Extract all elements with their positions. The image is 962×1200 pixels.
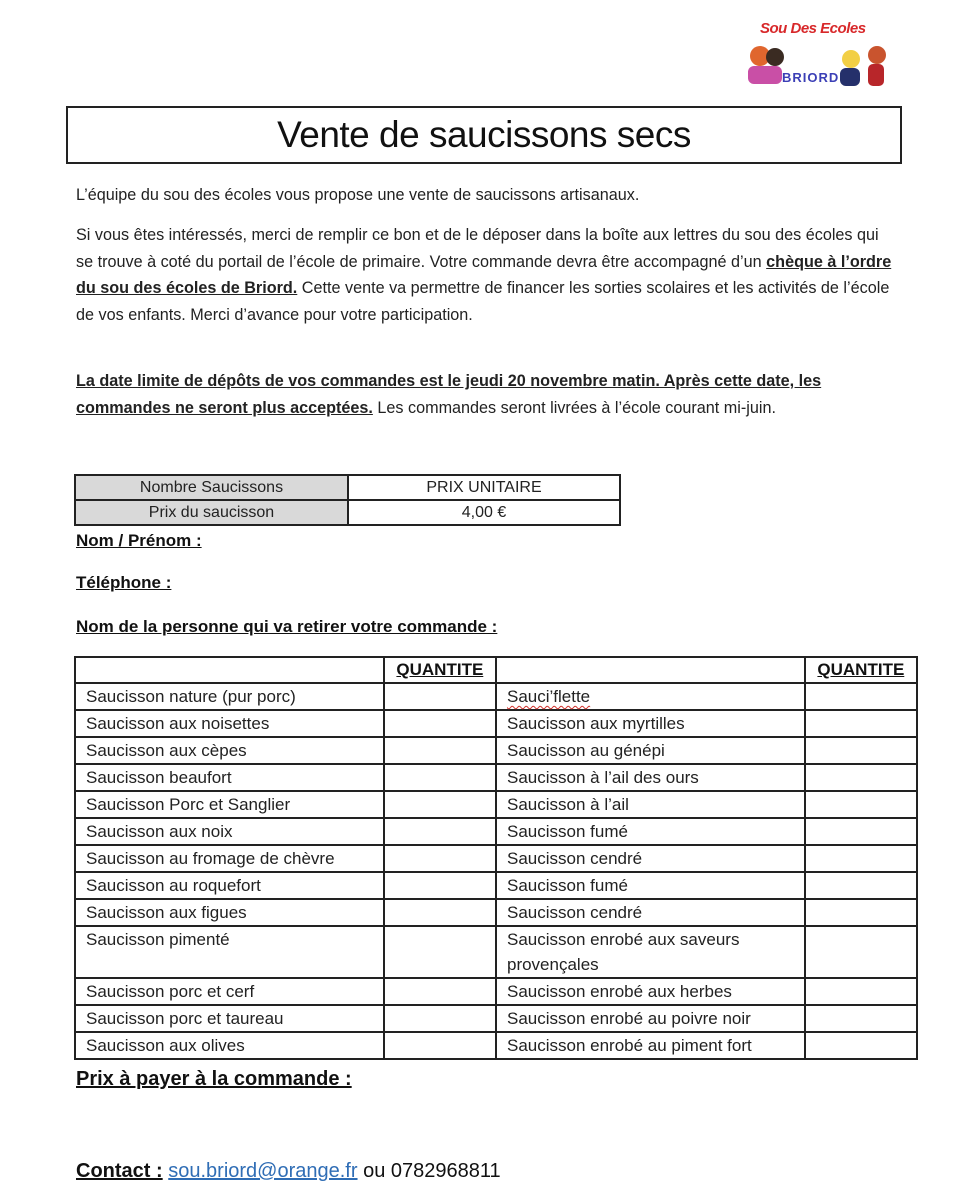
quantity-cell[interactable]	[805, 791, 917, 818]
quantity-cell[interactable]	[384, 899, 496, 926]
quantity-cell[interactable]	[805, 737, 917, 764]
logo-kid-body-icon	[840, 68, 860, 86]
header-empty	[75, 657, 384, 683]
product-name: Saucisson aux myrtilles	[496, 710, 805, 737]
table-row	[75, 899, 917, 926]
price-table-value: PRIX UNITAIRE	[348, 475, 620, 500]
table-row	[75, 872, 917, 899]
page-title: Vente de saucissons secs	[277, 114, 691, 155]
title-box	[66, 106, 902, 164]
pickup-person-field-label: Nom de la personne qui va retirer votre commande :	[76, 617, 498, 636]
product-name: Saucisson pimenté	[75, 926, 384, 978]
quantity-header: QUANTITE	[805, 657, 917, 683]
quantity-cell[interactable]	[384, 845, 496, 872]
contact-separator: ou	[357, 1160, 391, 1182]
logo-word: BRIORD	[782, 70, 840, 85]
quantity-cell[interactable]	[384, 978, 496, 1005]
table-row	[75, 737, 917, 764]
quantity-cell[interactable]	[805, 683, 917, 710]
quantity-cell[interactable]	[805, 764, 917, 791]
phone-field-label: Téléphone :	[76, 573, 172, 592]
quantity-cell[interactable]	[384, 1005, 496, 1032]
product-name: Saucisson fumé	[496, 872, 805, 899]
product-name: Saucisson beaufort	[75, 764, 384, 791]
product-name: Saucisson au roquefort	[75, 872, 384, 899]
table-row	[75, 1032, 917, 1059]
intro-paragraph: L’équipe du sou des écoles vous propose une vente de saucissons artisanaux.	[76, 186, 640, 204]
quantity-cell[interactable]	[805, 710, 917, 737]
delivery-text: Les commandes seront livrées à l’école courant mi-juin.	[372, 398, 776, 417]
logo-kid-body-icon	[748, 66, 782, 84]
quantity-cell[interactable]	[384, 710, 496, 737]
product-name: Saucisson enrobé au piment fort	[496, 1032, 805, 1059]
product-name: Saucisson au génépi	[496, 737, 805, 764]
table-row	[75, 710, 917, 737]
quantity-cell[interactable]	[384, 683, 496, 710]
price-table-label: Nombre Saucissons	[75, 475, 348, 500]
table-row	[75, 791, 917, 818]
product-name-text: Sauci’flette	[506, 687, 591, 706]
product-name: Saucisson nature (pur porc)	[75, 683, 384, 710]
logo-kid-body-icon	[868, 64, 884, 86]
product-name: Saucisson cendré	[496, 845, 805, 872]
logo-kid-icon	[842, 50, 860, 68]
product-name: Saucisson aux noix	[75, 818, 384, 845]
product-name: Saucisson porc et taureau	[75, 1005, 384, 1032]
order-table-header	[75, 657, 917, 683]
contact-label: Contact :	[76, 1160, 163, 1182]
quantity-cell[interactable]	[805, 872, 917, 899]
header-empty	[496, 657, 805, 683]
table-row	[75, 475, 620, 500]
quantity-cell[interactable]	[384, 1032, 496, 1059]
quantity-cell[interactable]	[384, 737, 496, 764]
product-name: Saucisson enrobé aux herbes	[496, 978, 805, 1005]
quantity-cell[interactable]	[384, 791, 496, 818]
table-row	[75, 764, 917, 791]
name-field-label: Nom / Prénom :	[76, 531, 202, 550]
product-name: Saucisson aux figues	[75, 899, 384, 926]
quantity-header: QUANTITE	[384, 657, 496, 683]
logo-kid-icon	[868, 46, 886, 64]
quantity-cell[interactable]	[805, 818, 917, 845]
quantity-cell[interactable]	[805, 1005, 917, 1032]
product-name: Saucisson enrobé au poivre noir	[496, 1005, 805, 1032]
table-row	[75, 845, 917, 872]
table-row	[75, 978, 917, 1005]
product-name	[496, 683, 805, 710]
price-table-label: Prix du saucisson	[75, 500, 348, 525]
quantity-cell[interactable]	[384, 926, 496, 978]
product-name: Saucisson aux noisettes	[75, 710, 384, 737]
quantity-cell[interactable]	[384, 764, 496, 791]
quantity-cell[interactable]	[805, 978, 917, 1005]
product-name: Saucisson enrobé aux saveurs provençales	[496, 926, 805, 978]
product-name: Saucisson Porc et Sanglier	[75, 791, 384, 818]
quantity-cell[interactable]	[384, 818, 496, 845]
table-row	[75, 500, 620, 525]
product-name: Saucisson fumé	[496, 818, 805, 845]
school-association-logo	[742, 18, 892, 90]
product-name: Saucisson aux olives	[75, 1032, 384, 1059]
unit-price-value: 4,00 €	[348, 500, 620, 525]
product-name: Saucisson aux cèpes	[75, 737, 384, 764]
product-name: Saucisson porc et cerf	[75, 978, 384, 1005]
table-row	[75, 1005, 917, 1032]
total-price-label: Prix à payer à la commande :	[76, 1068, 352, 1090]
cheque-instruction: chèque à l’ordre du sou des écoles de Briord.	[76, 252, 892, 297]
price-table	[74, 474, 621, 526]
contact-line	[76, 1160, 501, 1183]
quantity-cell[interactable]	[805, 845, 917, 872]
quantity-cell[interactable]	[805, 926, 917, 978]
order-table	[74, 656, 918, 1060]
deadline-text: La date limite de dépôts de vos commandes est le jeudi 20 novembre matin. Après cette date, les commandes ne seront plus acceptées.	[76, 372, 822, 417]
deadline-paragraph	[76, 368, 896, 421]
table-row	[75, 926, 917, 978]
quantity-cell[interactable]	[805, 1032, 917, 1059]
product-name: Saucisson au fromage de chèvre	[75, 845, 384, 872]
quantity-cell[interactable]	[805, 899, 917, 926]
quantity-cell[interactable]	[384, 872, 496, 899]
instructions-text-end: Cette vente va permettre de financer les sorties scolaires et les activités de l’école de vos enfants. Merci d’avance pour votre participation.	[76, 279, 890, 324]
table-row	[75, 818, 917, 845]
logo-title: Sou Des Ecoles	[760, 20, 866, 37]
table-row	[75, 683, 917, 710]
product-name: Saucisson à l’ail des ours	[496, 764, 805, 791]
contact-email-link[interactable]: sou.briord@orange.fr	[168, 1160, 358, 1182]
instructions-text: Si vous êtes intéressés, merci de remplir ce bon et de le déposer dans la boîte aux lettres du sou des écoles qui se trouve à coté du portail de l’école de primaire. Votre commande devra être accompagné d’un	[76, 226, 879, 271]
product-name: Saucisson à l’ail	[496, 791, 805, 818]
logo-kid-icon	[766, 48, 784, 66]
product-name: Saucisson cendré	[496, 899, 805, 926]
contact-phone: 0782968811	[390, 1160, 501, 1182]
instructions-paragraph	[76, 222, 896, 328]
